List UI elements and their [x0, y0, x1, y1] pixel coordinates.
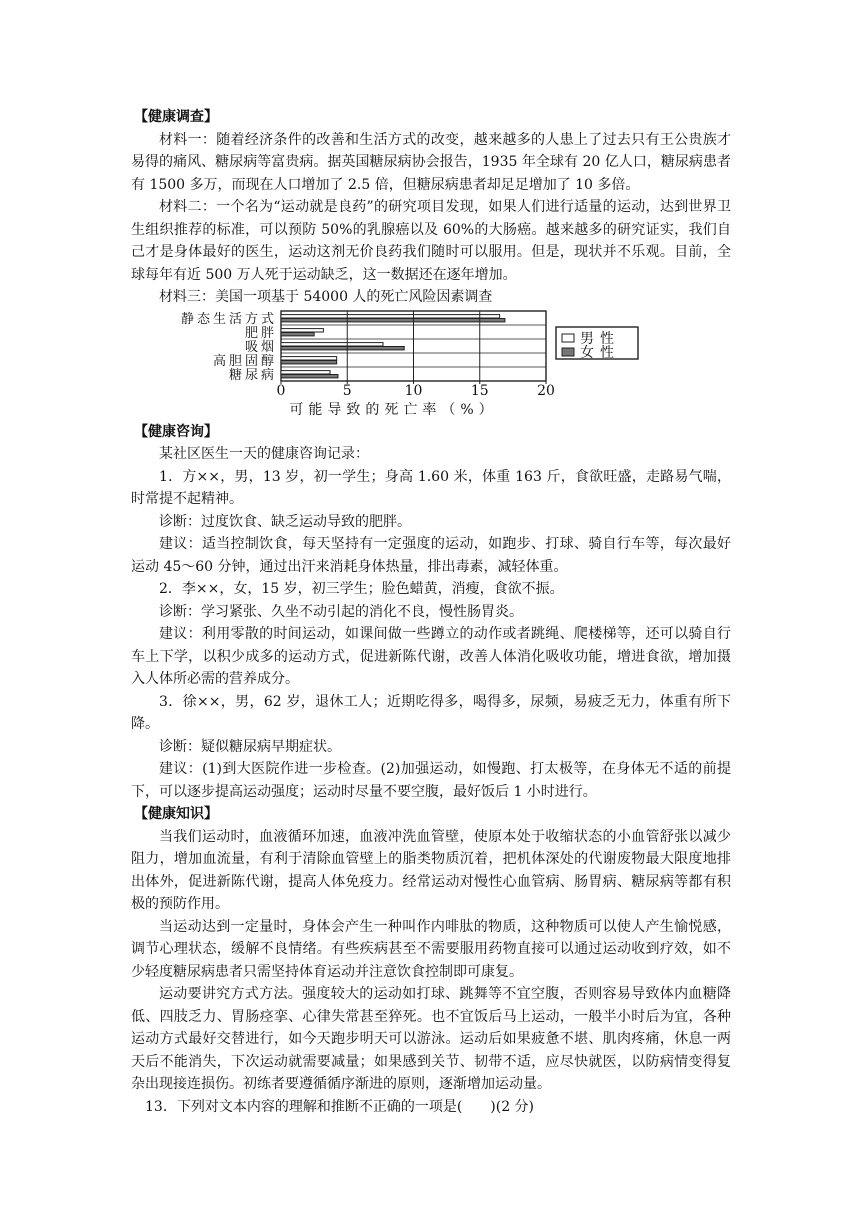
material-two: 材料二：一个名为“运动就是良药”的研究项目发现，如果人们进行适量的运动，达到世界卫生组织推荐的标准，可以预防 50%的乳腺癌以及 60%的大肠癌。越来越多的研究证实，我们自己才是身体最好的医生，运动这剂无价良药我们随时可以服用。但是，现状并不乐观。目前，全球每年有近 500 万人死于运动缺乏，这一数据还在逐年增加。 [131, 199, 731, 283]
knowledge-paragraph-3: 运动要讲究方式方法。强度较大的运动如打球、跳舞等不宜空腹，否则容易导致体内血糖降低、四肢乏力、胃肠痉挛、心律失常甚至猝死。也不宜饭后马上运动，一般半小时后为宜，各种运动方式最好交替进行，如今天跑步明天可以游泳。运动后如果疲惫不堪、肌肉疼痛，休息一两天后不能消失，下次运动就需要减量；如果感到关节、韧带不适，应尽快就医，以防病情变得复杂出现接连损伤。初练者要遵循循序渐进的原则，逐渐增加运动量。 [131, 986, 731, 1092]
case-3: 3．徐××，男，62 岁，退休工人；近期吃得多，喝得多，尿频，易疲乏无力，体重有所下降。 [131, 693, 731, 732]
case-1: 1．方××，男，13 岁，初一学生；身高 1.60 米，体重 163 斤，食欲旺盛，走路易气喘，时常提不起精神。 [131, 468, 731, 507]
x-tick-label: 5 [342, 382, 352, 399]
diagnosis-1: 诊断：过度饮食、缺乏运动导致的肥胖。 [159, 513, 411, 530]
bar-male [281, 314, 500, 317]
x-tick-label: 15 [470, 382, 489, 399]
material-three-caption: 材料三：美国一项基于 54000 人的死亡风险因素调查 [159, 289, 493, 305]
advice-1: 建议：适当控制饮食，每天坚持有一定强度的运动，如跑步、打球、骑自行车等，每次最好运动 45～60 分钟，通过出汗来消耗身体热量，排出毒素，减轻体重。 [131, 536, 731, 575]
x-tick-label: 0 [276, 382, 286, 399]
case-2: 2．李××，女，15 岁，初三学生；脸色蜡黄，消瘦，食欲不振。 [159, 581, 564, 597]
document-content [131, 106, 731, 1118]
knowledge-paragraph-1: 当我们运动时，血液循环加速，血液冲洗血管壁，使原本处于收缩状态的小血管舒张以减少阻力，增加血流量，有利于清除血管壁上的脂类物质沉着，把机体深处的代谢废物最大限度地排出体外，促进新陈代谢，提高人体免疫力。经常运动对慢性心血管病、肠胃病、糖尿病等都有积极的预防作用。 [131, 828, 731, 912]
legend-swatch [562, 334, 574, 342]
category-label: 肥胖 [244, 325, 277, 341]
category-label: 静态生活方式 [180, 311, 277, 327]
legend-label: 男性 [580, 330, 620, 347]
legend-swatch [562, 348, 574, 356]
section-heading-consult: 【健康咨询】 [134, 423, 218, 440]
bar-female [281, 374, 338, 377]
bar-male [281, 356, 337, 359]
bar-female [281, 332, 314, 335]
category-label: 高胆固醇 [212, 353, 277, 369]
bar-male [281, 342, 383, 345]
bar-female [281, 318, 505, 321]
bar-male [281, 370, 330, 373]
material-one: 材料一：随着经济条件的改善和生活方式的改变，越来越多的人患上了过去只有王公贵族才易得的痛风、糖尿病等富贵病。据英国糖尿病协会报告，1935 年全球有 20 亿人口，糖尿病患者有 1500 多万，而现在人口增加了 2.5 倍，但糖尿病患者却足足增加了 10 多倍。 [131, 131, 731, 193]
chart-svg [131, 309, 731, 421]
advice-3: 建议：(1)到大医院作进一步检查。(2)加强运动，如慢跑、打太极等，在身体无不适的前提下，可以逐步提高运动强度；运动时尽量不要空腹，最好饭后 1 小时进行。 [131, 761, 731, 800]
section-heading-survey: 【健康调查】 [134, 109, 218, 125]
advice-2: 建议：利用零散的时间运动，如课间做一些蹲立的动作或者跳绳、爬楼梯等，还可以骑自行车上下学，以积少成多的运动方式，促进新陈代谢，改善人体消化吸收功能，增进食欲，增加摄入人体所必需的营养成分。 [131, 626, 731, 687]
knowledge-paragraph-2: 当运动达到一定量时，身体会产生一种叫作内啡肽的物质，这种物质可以使人产生愉悦感，调节心理状态，缓解不良情绪。有些疾病甚至不需要服用药物直接可以通过运动收到疗效，如不少轻度糖尿病患者只需坚持体育运动并注意饮食控制即可康复。 [131, 918, 731, 980]
category-label: 糖尿病 [228, 367, 277, 383]
bar-female [281, 346, 404, 349]
x-axis-title: 可能导致的死亡率（%） [289, 401, 498, 418]
diagnosis-2: 诊断：学习紧张、久坐不动引起的消化不良，慢性肠胃炎。 [159, 603, 523, 620]
x-tick-label: 20 [537, 382, 555, 399]
diagnosis-3: 诊断：疑似糖尿病早期症状。 [159, 738, 341, 755]
category-label: 吸烟 [244, 339, 277, 355]
death-risk-chart [131, 309, 731, 421]
consult-intro: 某社区医生一天的健康咨询记录： [159, 446, 369, 462]
bar-female [281, 360, 337, 363]
question-13: 13．下列对文本内容的理解和推断不正确的一项是( )(2 分) [145, 1098, 535, 1115]
bar-male [281, 328, 323, 331]
legend-label: 女性 [580, 344, 620, 361]
x-tick-label: 10 [404, 382, 423, 399]
section-heading-knowledge: 【健康知识】 [134, 806, 218, 822]
